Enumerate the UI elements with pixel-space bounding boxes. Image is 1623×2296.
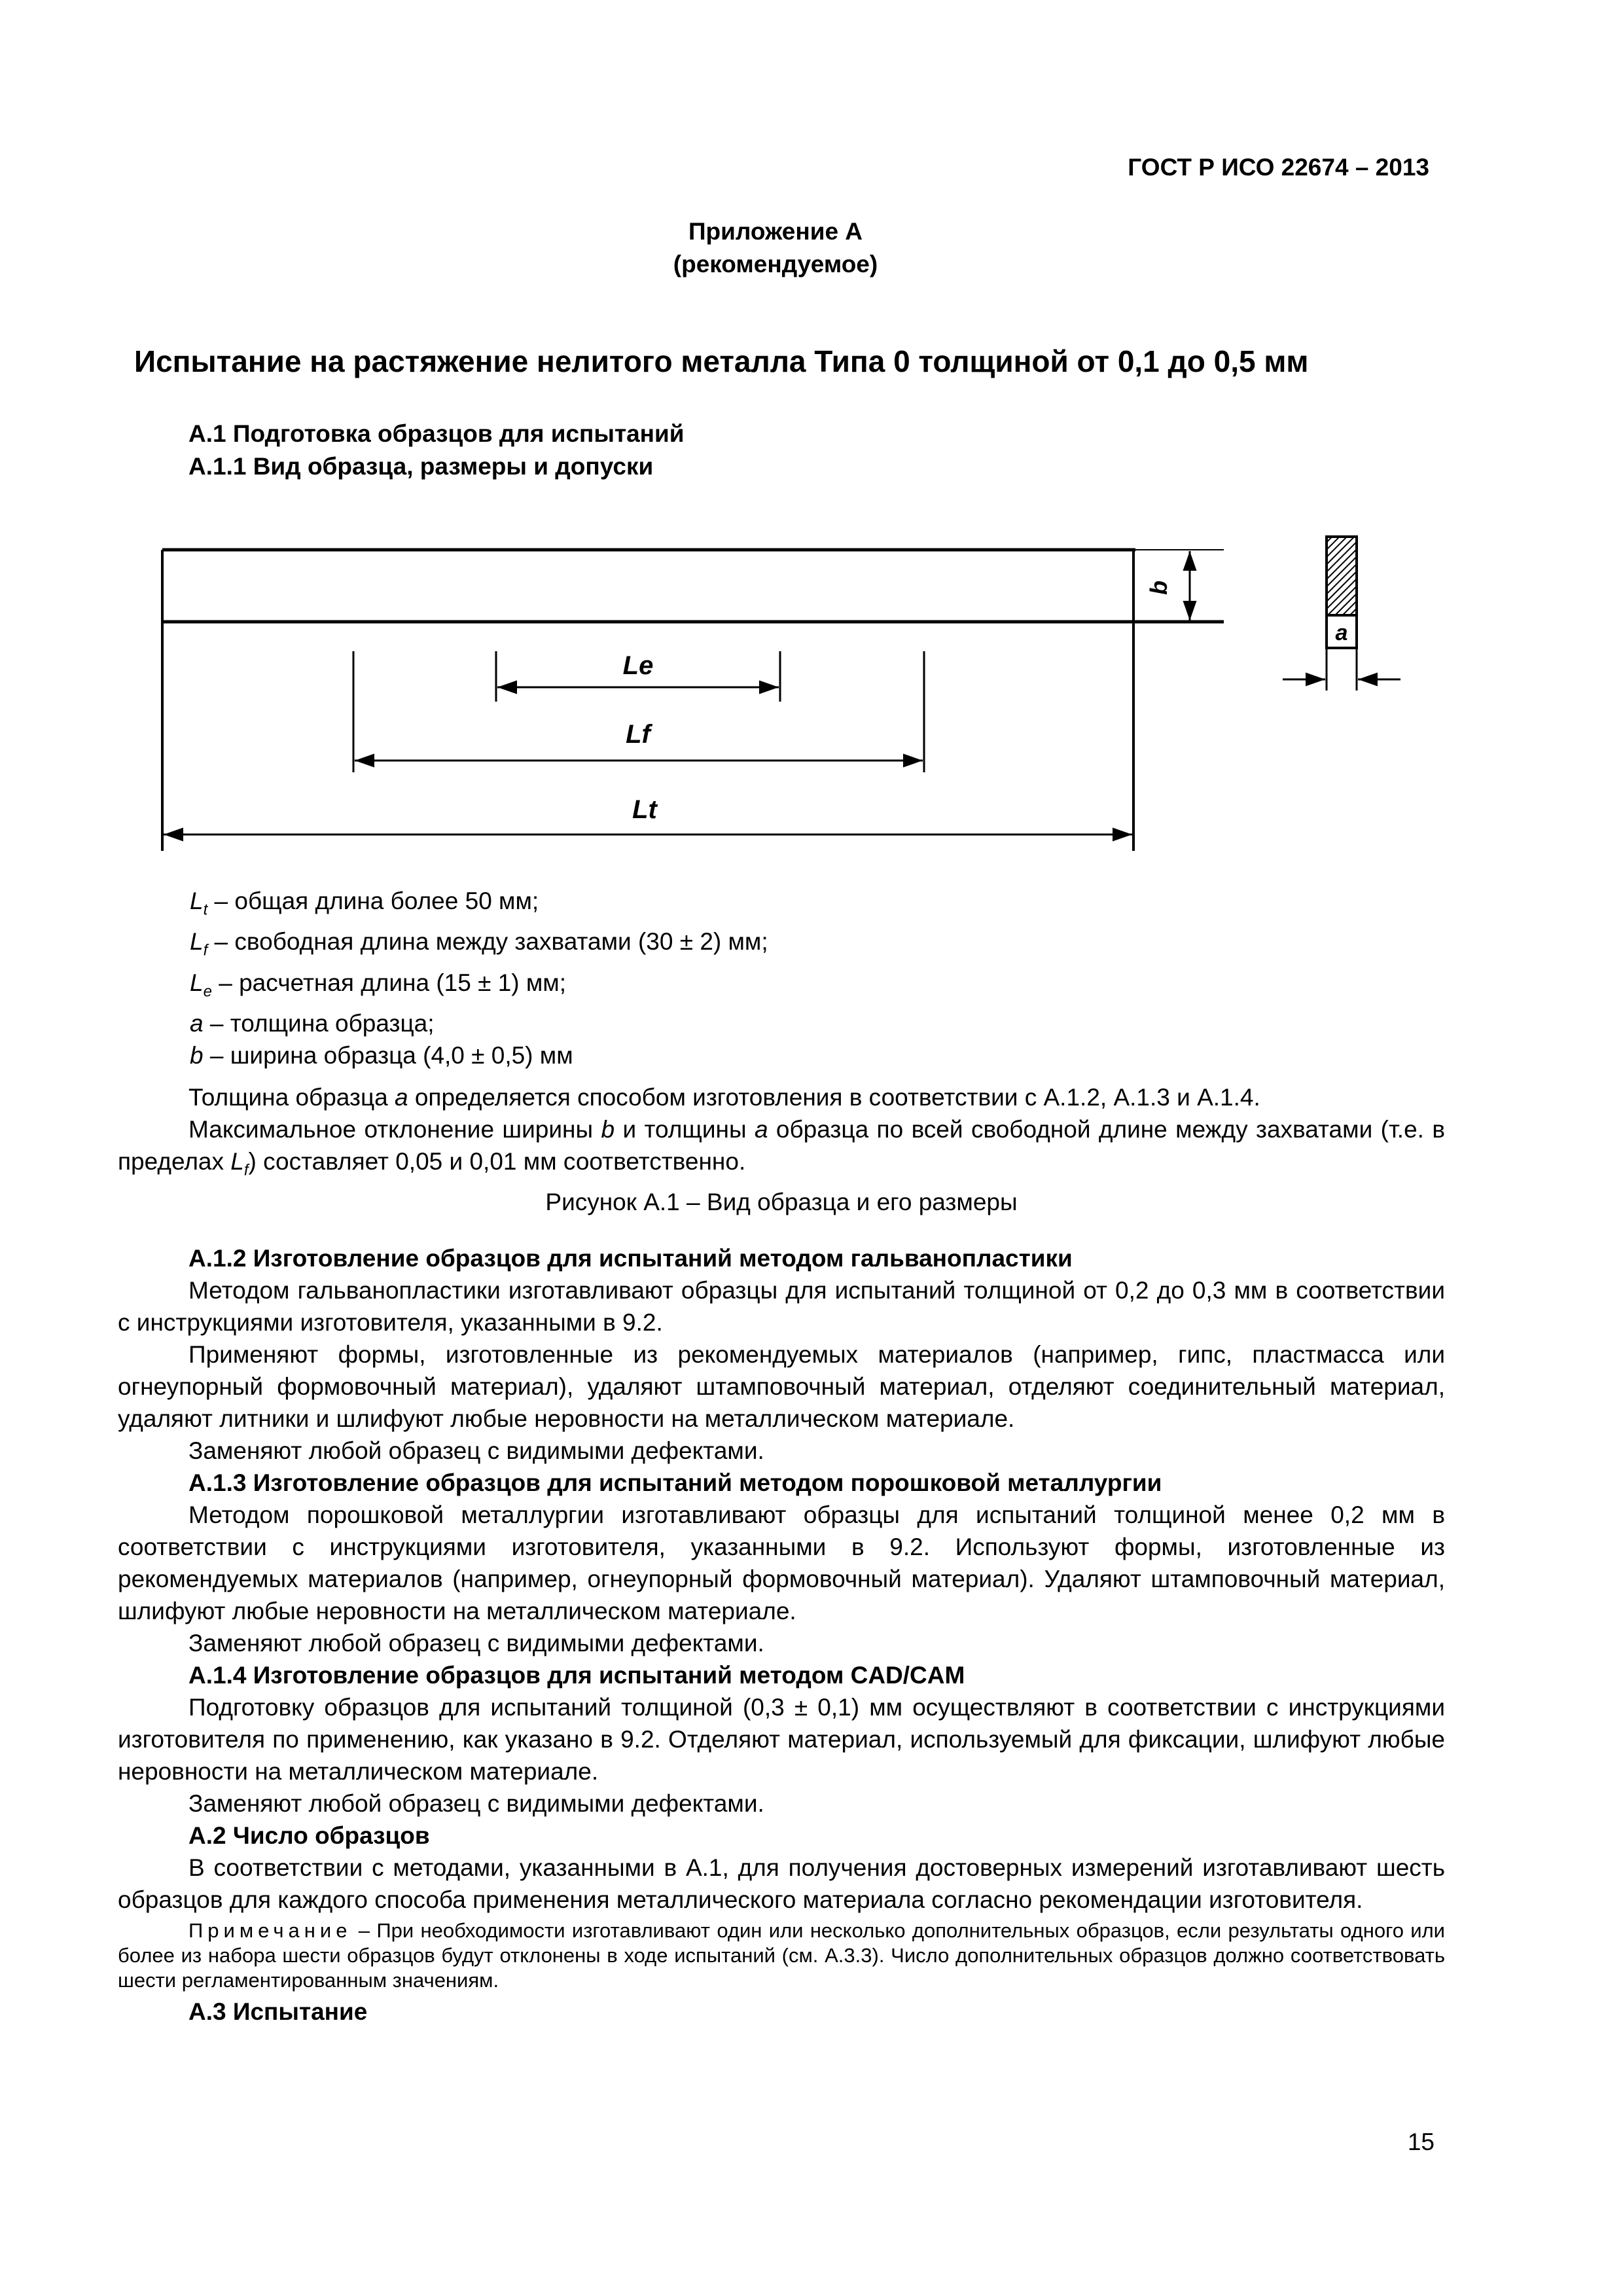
legend-item-lt: $L_t$ – общая длина более 50 мм; [190, 888, 539, 919]
dimension-label-lt: Lt [632, 795, 657, 824]
thickness-note: Толщина образца a определяется способом изготовления в соответствии с А.1.2, А.1.3 и А.1.4. [188, 1084, 1260, 1111]
section-a1-3-heading: А.1.3 Изготовление образцов для испытаний методом порошковой металлургии [188, 1469, 1162, 1496]
section-a2-heading: А.2 Число образцов [188, 1822, 430, 1849]
cross-section [1283, 537, 1400, 691]
figure-notes [118, 1081, 1445, 1218]
figure-legend [190, 885, 768, 1071]
legend-item-lf: $L_f$ – свободная длина между захватами (30 ± 2) мм; [190, 928, 768, 960]
legend-item-le: $L_e$ – расчетная длина (15 ± 1) мм; [190, 969, 567, 1001]
specimen-figure [151, 511, 1433, 864]
section-a1-4-heading: А.1.4 Изготовление образцов для испытаний методом CAD/CAM [188, 1662, 965, 1689]
section-a1-heading: А.1 Подготовка образцов для испытаний [188, 420, 685, 447]
a1-4-paragraph-2: Заменяют любой образец с видимыми дефектами. [188, 1790, 764, 1817]
page-number: 15 [1407, 2128, 1435, 2155]
specimen-strip [162, 550, 1224, 851]
section-a3-heading: А.3 Испытание [188, 1998, 368, 2025]
appendix-type: (рекомендуемое) [673, 251, 878, 278]
dimension-label-le: Le [622, 651, 654, 680]
legend-item-a: a – толщина образца; [190, 1010, 435, 1037]
a1-2-paragraph-3: Заменяют любой образец с видимыми дефектами. [188, 1437, 764, 1464]
deviation-note: Максимальное отклонение ширины b и толщины a образца по всей свободной длине между захватами (т.е. в пределах $L_f$) составляет 0,05 и 0,01 мм соответственно. [118, 1116, 1445, 1179]
section-a1-2-heading: А.1.2 Изготовление образцов для испытаний методом гальванопластики [188, 1245, 1073, 1272]
a1-3-paragraph-1: Методом порошковой металлургии изготавливают образцы для испытаний толщиной менее 0,2 мм в соответствии с инструкциями изготовителя, указанными в 9.2. Используют формы, изготовленные из рекомендуемых материалов (например, огнеупорный формовочный материал). Удаляют штамповочный материал, шлифуют любые неровности на металлическом материале. [118, 1501, 1445, 1624]
a2-note [118, 1918, 1445, 1993]
note-text: – При необходимости изготавливают один или несколько дополнительных образцов, если результаты одного или более из набора шести образцов будут отклонены в ходе испытаний (см. А.3.3). Число дополнительных образцов должно соответствовать шести регламентированным значениям. [118, 1919, 1445, 1992]
width-b-dimension [1145, 551, 1190, 620]
a2-paragraph-1: В соответствии с методами, указанными в А.1, для получения достоверных измерений изготавливают шесть образцов для каждого способа применения металлического материала согласно рекомендации изготовителя. [118, 1854, 1445, 1913]
document-standard-code: ГОСТ Р ИСО 22674 – 2013 [1128, 154, 1429, 181]
a1-2-paragraph-2: Применяют формы, изготовленные из рекомендуемых материалов (например, гипс, пластмасса или огнеупорный формовочный материал), удаляют штамповочный материал, отделяют соединительный материал, удаляют литники и шлифуют любые неровности на металлическом материале. [118, 1341, 1445, 1432]
figure-caption: Рисунок А.1 – Вид образца и его размеры [545, 1189, 1018, 1216]
dimension-label-lf: Lf [626, 720, 651, 749]
note-label: Примечание [188, 1919, 352, 1942]
dimension-lt [164, 795, 1132, 834]
a1-3-paragraph-2: Заменяют любой образец с видимыми дефектами. [188, 1630, 764, 1657]
dimension-label-a: a [1335, 620, 1348, 645]
appendix-label: Приложение А [688, 218, 863, 245]
dimension-label-b: b [1145, 581, 1172, 595]
a1-4-paragraph-1: Подготовку образцов для испытаний толщиной (0,3 ± 0,1) мм осуществляют в соответствии с инструкциями изготовителя по применению, как указано в 9.2. Отделяют материал, используемый для фиксации, шлифуют любые неровности на металлическом материале. [118, 1694, 1445, 1785]
main-text [118, 1242, 1445, 2028]
appendix-title: Испытание на растяжение нелитого металла Типа 0 толщиной от 0,1 до 0,5 мм [134, 344, 1309, 378]
section-a1-1-heading: А.1.1 Вид образца, размеры и допуски [188, 453, 654, 480]
a1-2-paragraph-1: Методом гальванопластики изготавливают образцы для испытаний толщиной от 0,2 до 0,3 мм в соответствии с инструкциями изготовителя, указанными в 9.2. [118, 1277, 1445, 1336]
legend-item-b: b – ширина образца (4,0 ± 0,5) мм [190, 1042, 573, 1069]
dimension-le [496, 651, 780, 702]
